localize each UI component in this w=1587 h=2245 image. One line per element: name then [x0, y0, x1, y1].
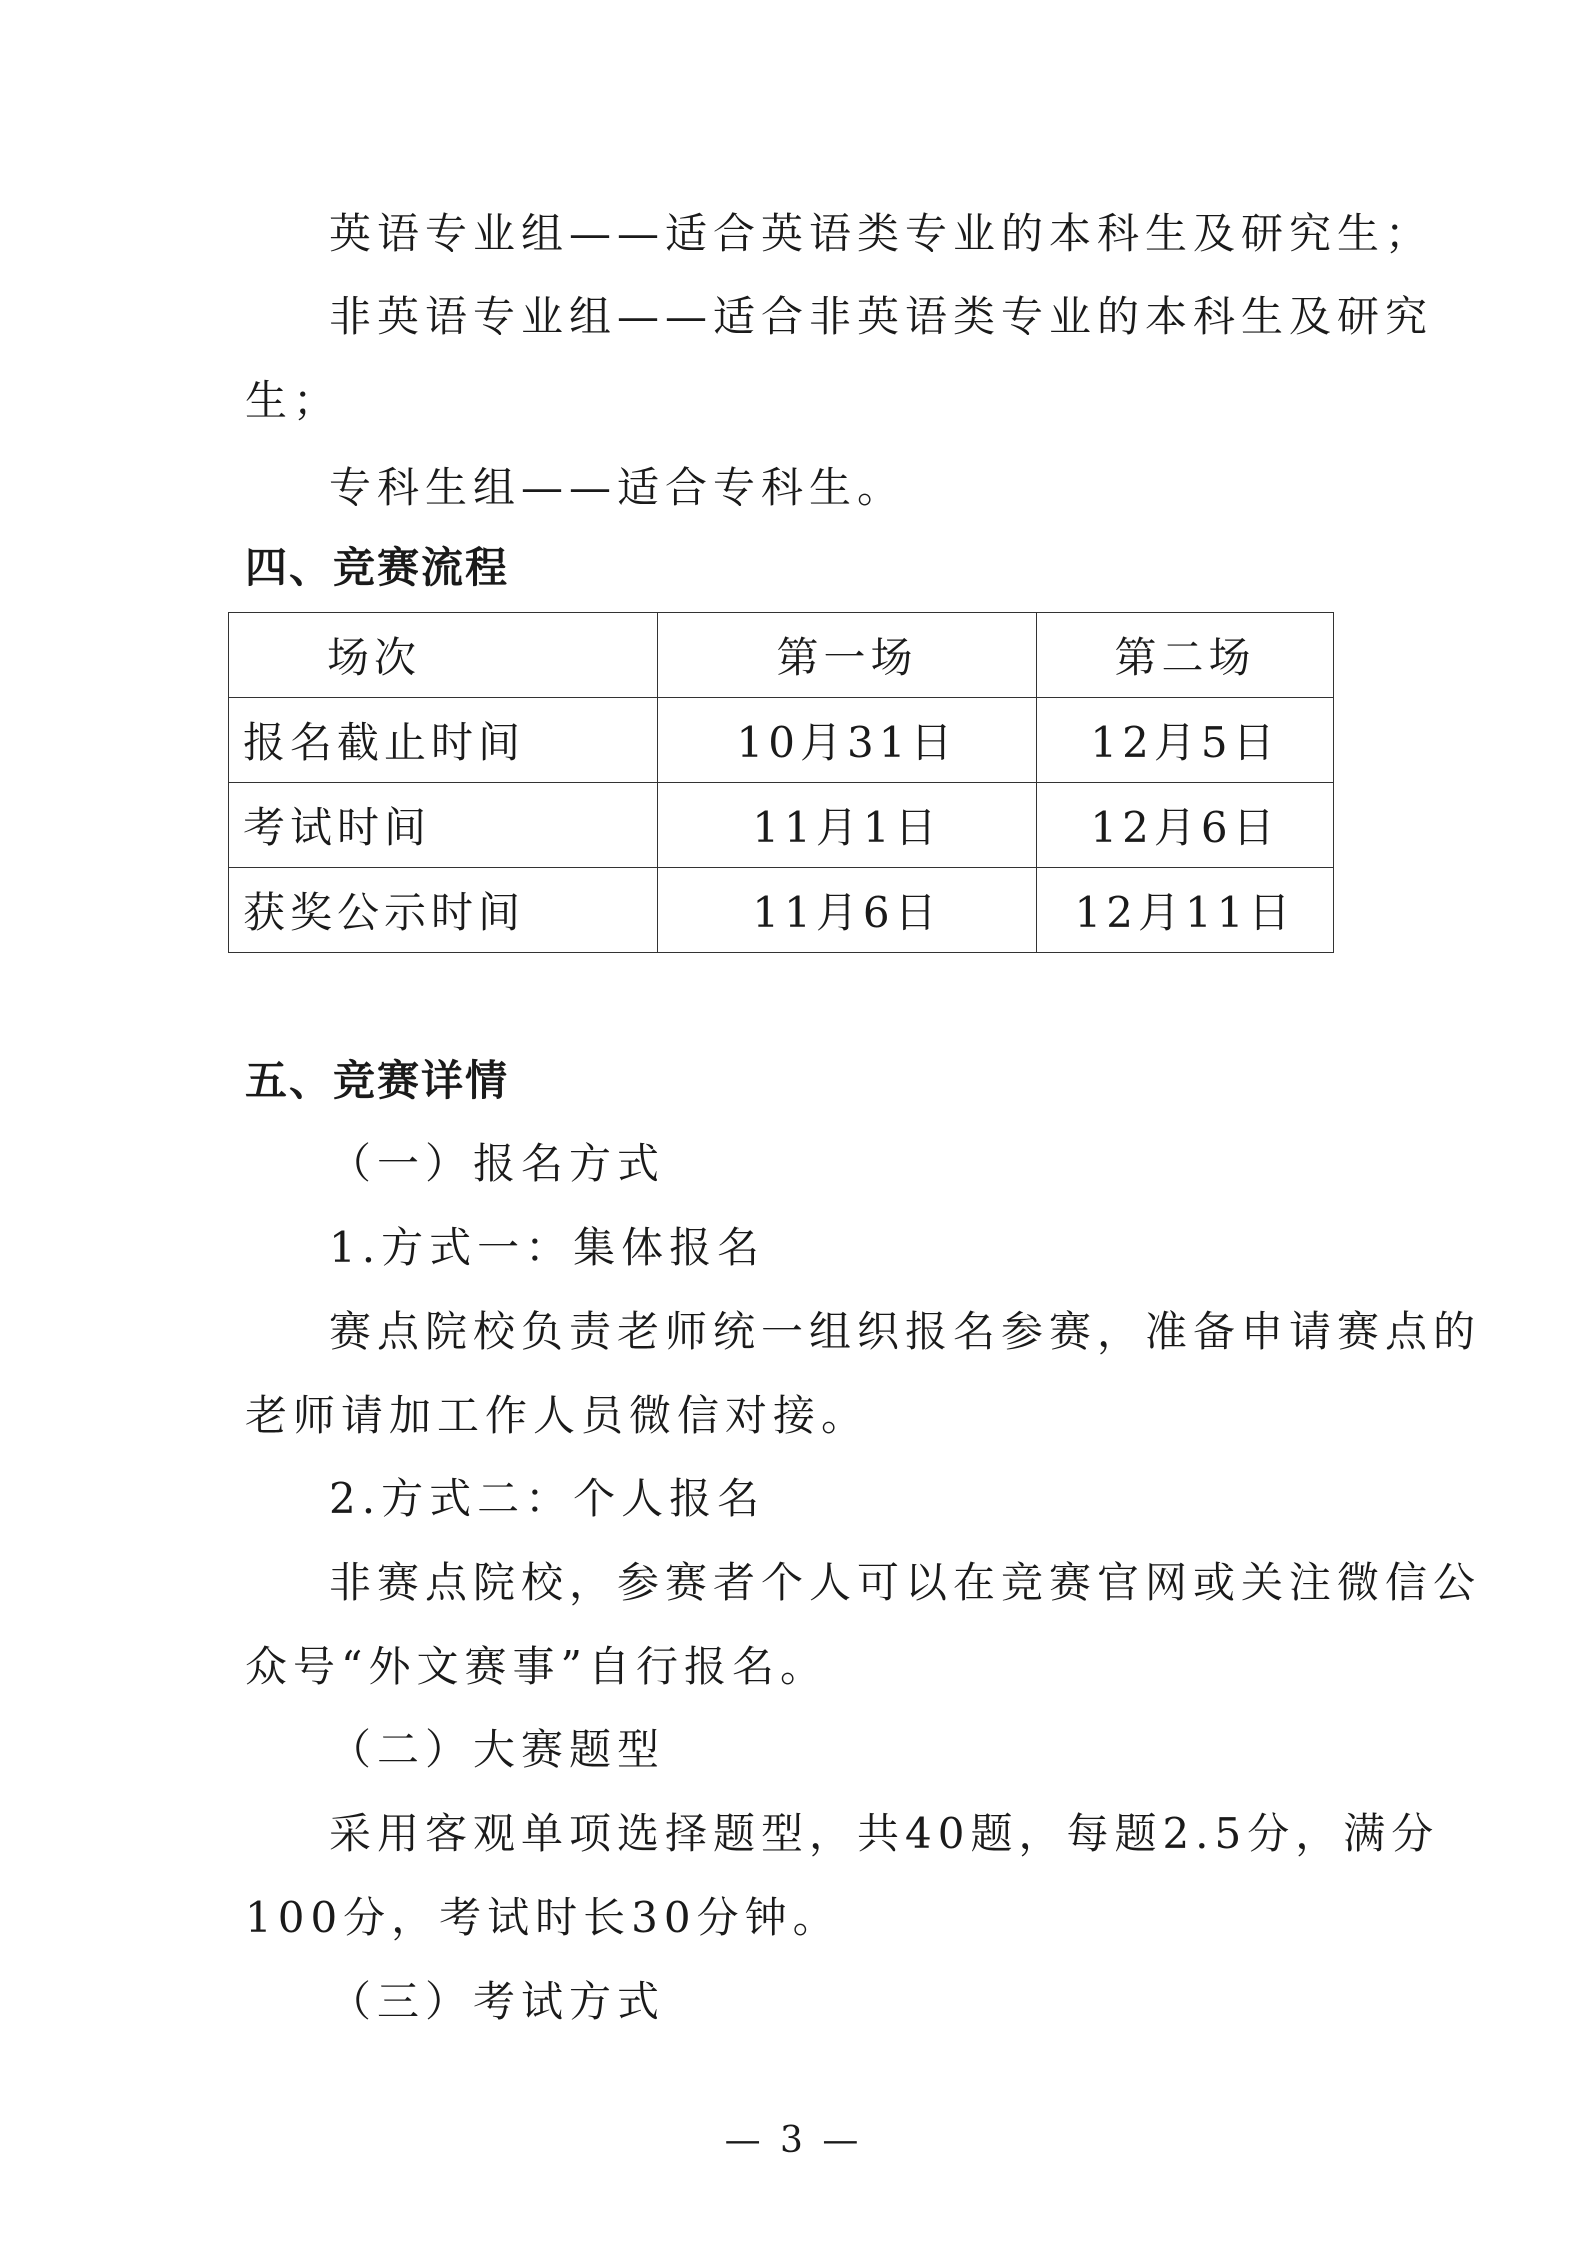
subheading-exam-method: （三）考试方式 — [329, 1977, 666, 2026]
table-header-cell: 场次 — [229, 613, 658, 698]
group-line-english: 英语专业组——适合英语类专业的本科生及研究生； — [329, 209, 1434, 258]
table-header-cell: 第二场 — [1037, 613, 1334, 698]
table-header-cell: 第一场 — [658, 613, 1037, 698]
page-number: — 3 — — [724, 2120, 863, 2161]
table-cell: 12月6日 — [1037, 783, 1334, 868]
table-cell: 报名截止时间 — [229, 698, 658, 783]
table-cell: 12月11日 — [1037, 868, 1334, 953]
table-cell: 12月5日 — [1037, 698, 1334, 783]
group-line-non-english: 非英语专业组——适合非英语类专业的本科生及研究 — [329, 292, 1434, 341]
method1-text: 赛点院校负责老师统一组织报名参赛，准备申请赛点的 — [329, 1307, 1482, 1356]
method2-text-cont: 众号“外文赛事”自行报名。 — [245, 1642, 828, 1691]
question-type-text-cont: 100分，考试时长30分钟。 — [245, 1893, 841, 1942]
table-row — [229, 783, 1334, 868]
group-line-junior-college: 专科生组——适合专科生。 — [329, 463, 906, 512]
subheading-question-type: （二）大赛题型 — [329, 1725, 666, 1774]
method1-text-cont: 老师请加工作人员微信对接。 — [245, 1391, 870, 1440]
table-cell: 11月6日 — [658, 868, 1037, 953]
question-type-text: 采用客观单项选择题型，共40题，每题2.5分，满分 — [329, 1809, 1440, 1858]
method2-text: 非赛点院校，参赛者个人可以在竞赛官网或关注微信公 — [329, 1558, 1482, 1607]
method1-title: 1.方式一：集体报名 — [329, 1223, 766, 1272]
section-heading-process: 四、竞赛流程 — [245, 543, 510, 592]
section-heading-details: 五、竞赛详情 — [245, 1056, 510, 1105]
table-cell: 获奖公示时间 — [229, 868, 658, 953]
schedule-table — [228, 612, 1334, 953]
table-header-row — [229, 613, 1334, 698]
table-row — [229, 698, 1334, 783]
group-line-non-english-cont: 生； — [245, 376, 342, 425]
table-cell: 10月31日 — [658, 698, 1037, 783]
subheading-registration: （一）报名方式 — [329, 1139, 666, 1188]
method2-title: 2.方式二：个人报名 — [329, 1474, 766, 1523]
table-row — [229, 868, 1334, 953]
table-cell: 11月1日 — [658, 783, 1037, 868]
table-cell: 考试时间 — [229, 783, 658, 868]
